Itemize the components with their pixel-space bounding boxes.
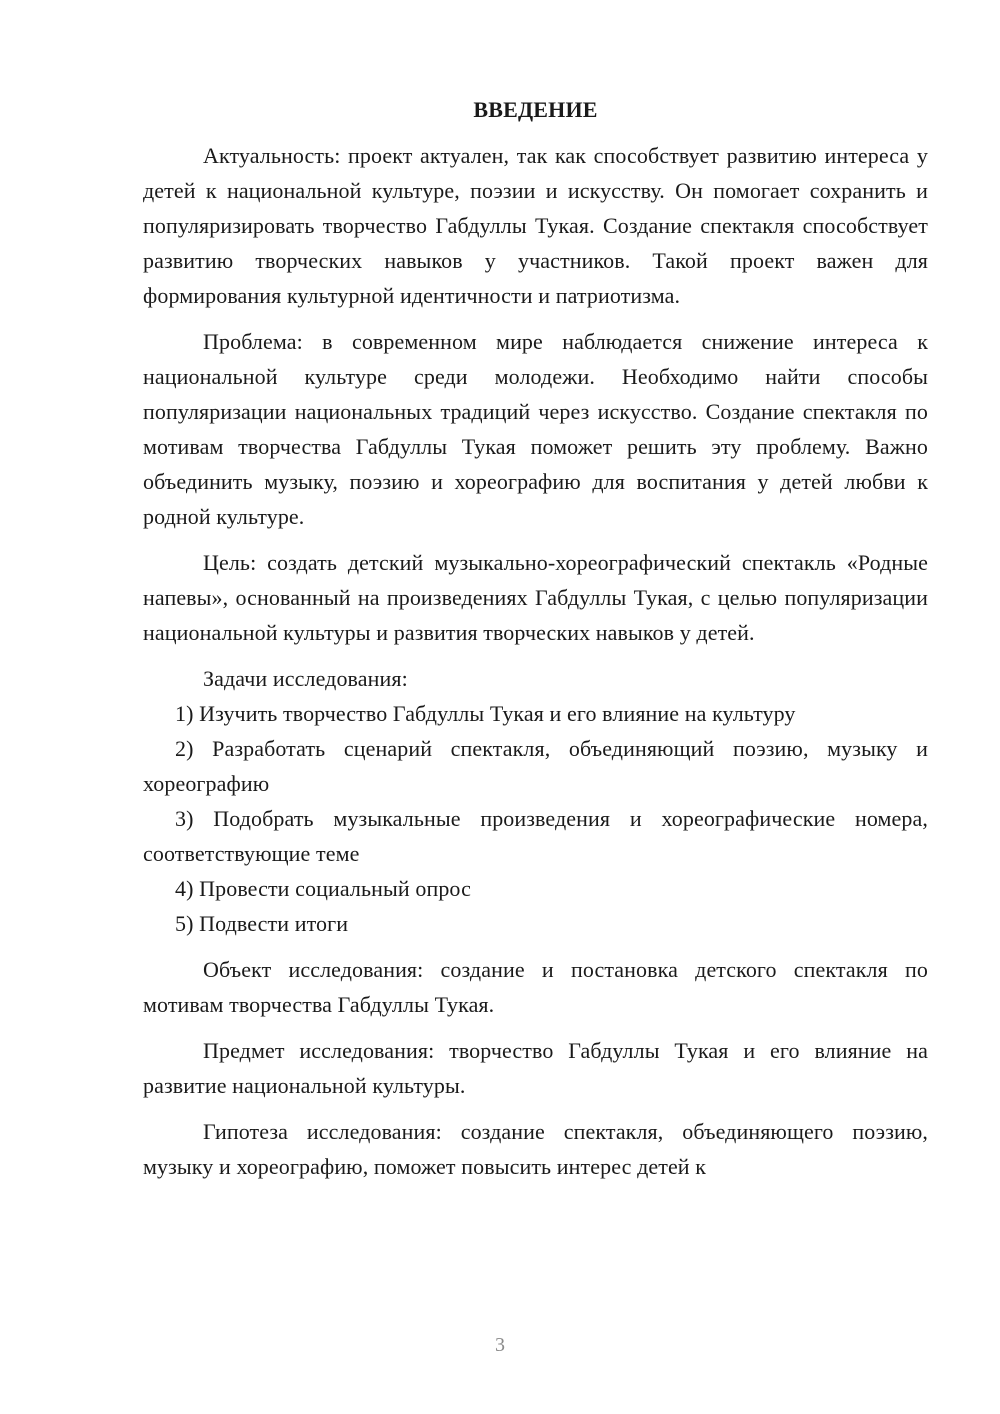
paragraph-goal: Цель: создать детский музыкально-хореографический спектакль «Родные напевы», основанный на произведениях Габдуллы Тукая, с целью популяризации национальной культуры и развития творческих навыков у детей. bbox=[143, 550, 928, 645]
task-item-1: 1) Изучить творчество Габдуллы Тукая и его влияние на культуру bbox=[175, 701, 796, 726]
task-item-5: 5) Подвести итоги bbox=[175, 911, 349, 936]
task-item-3: 3) Подобрать музыкальные произведения и хореографические номера, соответствующие теме bbox=[143, 806, 928, 866]
document-page bbox=[143, 92, 928, 1184]
section-heading: ВВЕДЕНИЕ bbox=[473, 97, 598, 122]
paragraph-relevance: Актуальность: проект актуален, так как способствует развитию интереса у детей к национальной культуре, поэзии и искусству. Он помогает сохранить и популяризировать творчество Габдуллы Тукая. Создание спектакля способствует развитию творческих навыков у участников. Такой проект важен для формирования культурной идентичности и патриотизма. bbox=[143, 143, 928, 308]
task-item-4: 4) Провести социальный опрос bbox=[175, 876, 471, 901]
paragraph-object: Объект исследования: создание и постановка детского спектакля по мотивам творчества Габдуллы Тукая. bbox=[143, 957, 928, 1017]
paragraph-tasks-intro: Задачи исследования: bbox=[203, 666, 408, 691]
task-item-2: 2) Разработать сценарий спектакля, объединяющий поэзию, музыку и хореографию bbox=[143, 736, 928, 796]
paragraph-hypothesis: Гипотеза исследования: создание спектакля, объединяющего поэзию, музыку и хореографию, поможет повысить интерес детей к bbox=[143, 1119, 928, 1179]
paragraph-problem: Проблема: в современном мире наблюдается снижение интереса к национальной культуре среди молодежи. Необходимо найти способы популяризации национальных традиций через искусство. Создание спектакля по мотивам творчества Габдуллы Тукая поможет решить эту проблему. Важно объединить музыку, поэзию и хореографию для воспитания у детей любви к родной культуре. bbox=[143, 329, 928, 529]
paragraph-subject: Предмет исследования: творчество Габдуллы Тукая и его влияние на развитие национальной культуры. bbox=[143, 1038, 928, 1098]
page-number: 3 bbox=[495, 1334, 505, 1356]
